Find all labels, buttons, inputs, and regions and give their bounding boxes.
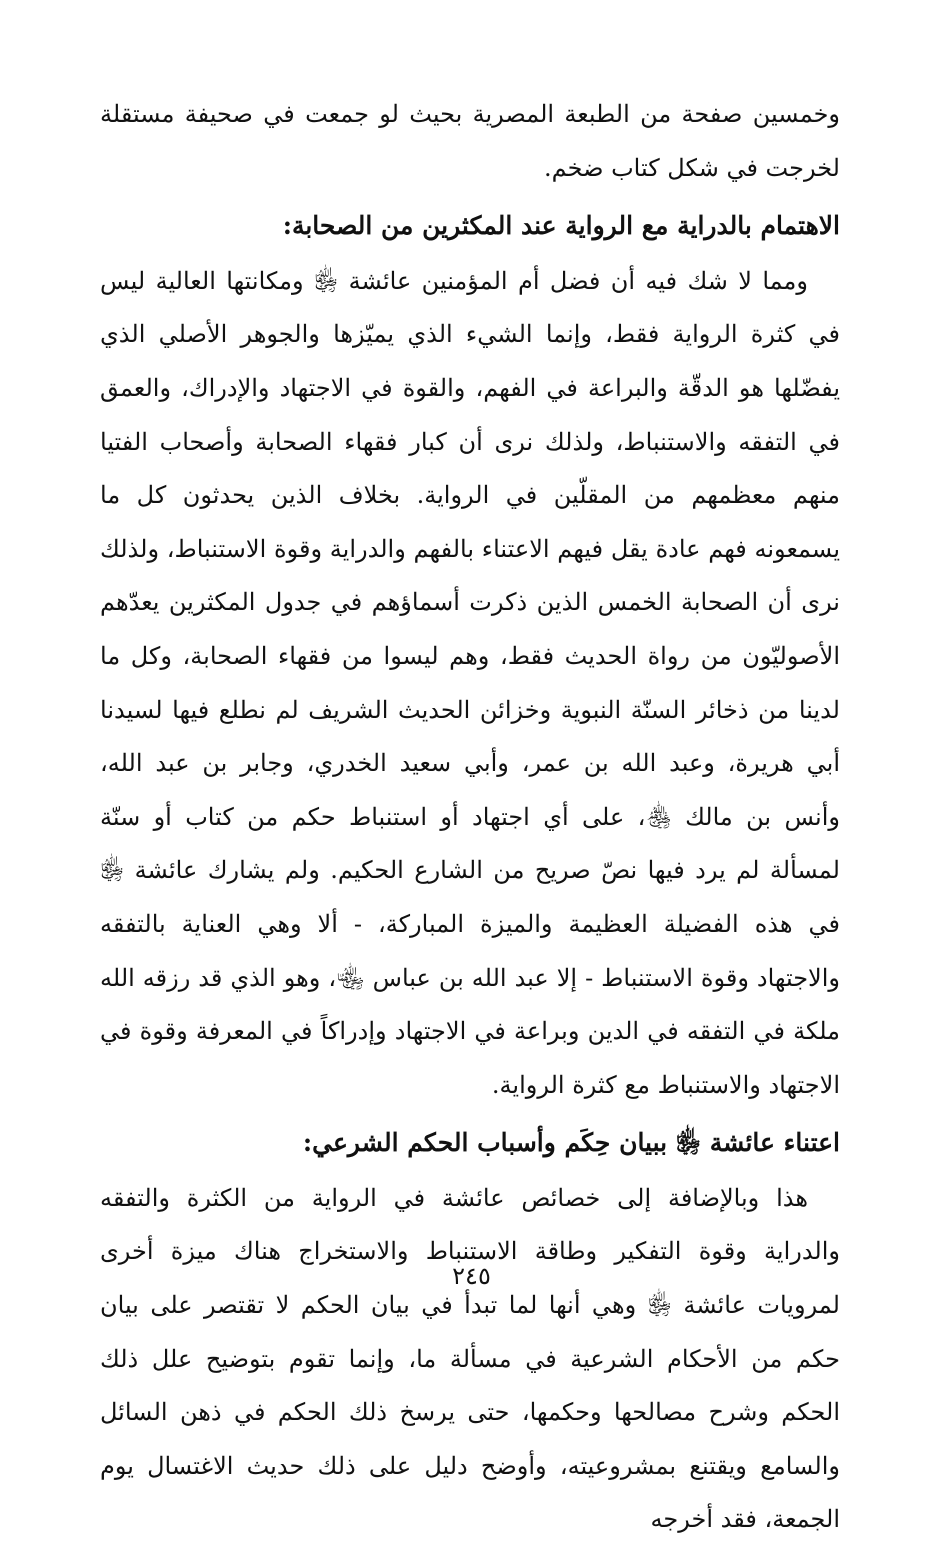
page-number: ٢٤٥ (452, 1262, 491, 1290)
section-heading-dirayah: الاهتمام بالدراية مع الرواية عند المكثرين من الصحابة: (282, 211, 840, 241)
page-body (100, 88, 840, 1547)
intro-paragraph: وخمسين صفحة من الطبعة المصرية بحيث لو جمعت في صحيفة مستقلة لخرجت في شكل كتاب ضخم. (100, 100, 840, 182)
section-hikam-paragraph: هذا وبالإضافة إلى خصائص عائشة في الرواية من الكثرة والتفقه والدراية وقوة التفكير وطاقة الاستنباط والاستخراج هناك ميزة أخرى لمرويات عائشة ﵂ وهي أنها لما تبدأ في بيان الحكم لا تقتصر على بيان حكم من الأحكام الشرعية في مسألة ما، وإنما تقوم بتوضيح علل ذلك الحكم وشرح مصالحها وحكمها، حتى يرسخ ذلك الحكم في ذهن السائل والسامع ويقتنع بمشروعيته، وأوضح دليل على ذلك حديث الاغتسال يوم الجمعة، فقد أخرجه (100, 1183, 840, 1534)
section-heading-hikam: اعتناء عائشة ﵂ ببيان حِكَم وأسباب الحكم الشرعي: (302, 1128, 840, 1158)
section-dirayah-paragraph: ومما لا شك فيه أن فضل أم المؤمنين عائشة ﵂ ومكانتها العالية ليس في كثرة الرواية فقط، وإنما الشيء الذي يميّزها والجوهر الأصلي الذي يفضّلها هو الدقّة والبراعة في الفهم، والقوة في الاجتهاد والإدراك، والعمق في التفقه والاستنباط، ولذلك نرى أن كبار فقهاء الصحابة وأصحاب الفتيا منهم معظمهم من المقلّين في الرواية. بخلاف الذين يحدثون كل ما يسمعونه فهم عادة يقل فيهم الاعتناء بالفهم والدراية وقوة الاستنباط، ولذلك نرى أن الصحابة الخمس الذين ذكرت أسماؤهم في جدول المكثرين يعدّهم الأصوليّون من رواة الحديث فقط، وهم ليسوا من فقهاء الصحابة، وكل ما لدينا من ذخائر السنّة النبوية وخزائن الحديث الشريف لم نطلع فيها لسيدنا أبي هريرة، وعبد الله بن عمر، وأبي سعيد الخدري، وجابر بن عبد الله، وأنس بن مالك ﵃، على أي اجتهاد أو استنباط حكم من كتاب أو سنّة لمسألة لم يرد فيها نصّ صريح من الشارع الحكيم. ولم يشارك عائشة ﵂ في هذه الفضيلة العظيمة والميزة المباركة، - ألا وهي العناية بالتفقه والاجتهاد وقوة الاستنباط - إلا عبد الله بن عباس ﵄، وهو الذي قد رزقه الله ملكة في التفقه في الدين وبراعة في الاجتهاد وإدراكاً في المعرفة وقوة في الاجتهاد والاستنباط مع كثرة الرواية. (100, 266, 840, 1099)
